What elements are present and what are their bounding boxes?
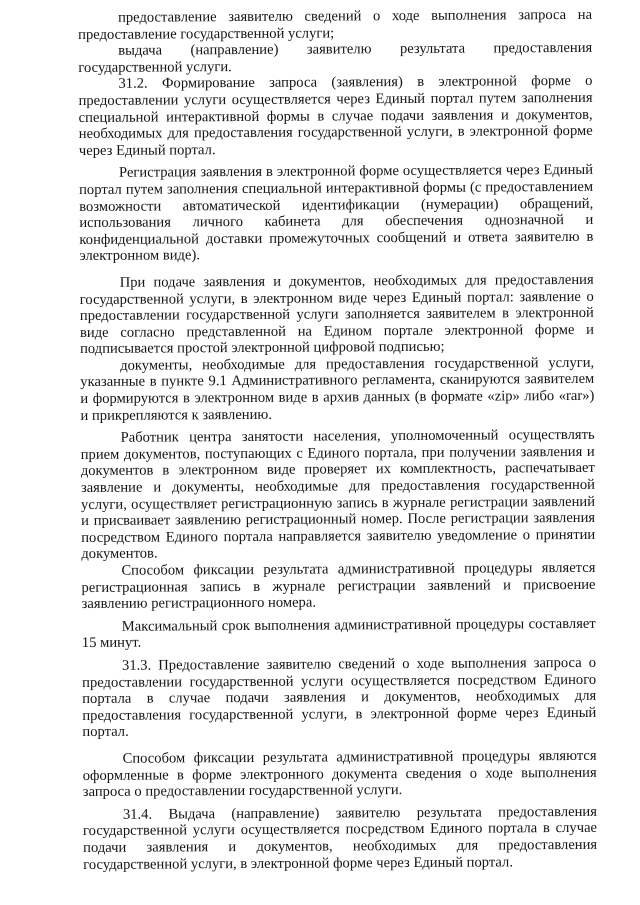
paragraph-registration: Регистрация заявления в электронной форме осуществляется через Единый портал путем заполнения специальной интерактивной формы (с предоставлением возможности автоматической идентификации (нумерации) обращений, использования личного кабинета для обеспечения однозначной и конфиденциальной доставки промежуточных сообщений и ответа заявителю в электронном виде). [79,162,594,265]
document-body [78,7,597,873]
paragraph-fixation-progress: Способом фиксации результата административной процедуры являются оформленные в форме электронного документа сведения о ходе выполнения запроса о предоставлении государственной услуги. [82,747,597,801]
paragraph-31-2: 31.2. Формирование запроса (заявления) в электронной форме о предоставлении услуги осуществляется через Единый портал путем заполнения специальной интерактивной формы в случае подачи заявления и документов, необходимых для предоставления государственной услуги, в электронной форме через Единый портал. [78,73,593,159]
paragraph-progress-info: предоставление заявителю сведений о ходе выполнения запроса на предоставление государственной услуги; [78,6,593,43]
paragraph-result-delivery: выдача (направление) заявителю результата предоставления государственной услуги. [78,40,593,76]
paragraph-fixation-registration: Способом фиксации результата административной процедуры является регистрационная запись в журнале регистрации заявлений и присвоение заявлению регистрационного номера. [81,559,596,613]
paragraph-documents: документы, необходимые для предоставления государственной услуги, указанные в пункте 9.1 Административного регламента, сканируются заявителем и формируются в электронном виде в архив данных (в формате «zip» либо «rar») и прикрепляются к заявлению. [80,354,595,424]
paragraph-max-time: Максимальный срок выполнения административной процедуры составляет 15 минут. [81,615,596,652]
paragraph-31-4: 31.4. Выдача (направление) заявителю результата предоставления государственной услуги осуществляется посредством Единого портала в случае подачи заявления и документов, необходимых для предоставления государственной услуги, в электронной форме через Единый портал. [82,803,598,873]
paragraph-employee: Работник центра занятости населения, уполномоченный осуществлять прием документов, поступающих с Единого портала, при получении заявления и документов в электронном виде проверяет их комплектность, распечатывает заявление и документы, необходимые для предоставления государственной услуги, осуществляет регистрационную запись в журнале регистрации заявлений и присваивает заявлению регистрационный номер. После регистрации заявления посредством Единого портала направляется заявителю уведомление о принятии документов. [80,427,596,563]
paragraph-31-3: 31.3. Предоставление заявителю сведений о ходе выполнения запроса о предоставлении государственной услуги осуществляется посредством Единого портала в случае подачи заявления и документов, необходимых для предоставления государственной услуги, в электронной форме через Единый портал. [82,654,597,741]
paragraph-submission: При подаче заявления и документов, необходимых для предоставления государственной услуги, в электронном виде через Единый портал: заявление о предоставлении государственной услуги заполняется заявителем в электронной виде согласно представленной на Едином портале электронной форме и подписывается простой электронной цифровой подписью; [79,271,595,358]
